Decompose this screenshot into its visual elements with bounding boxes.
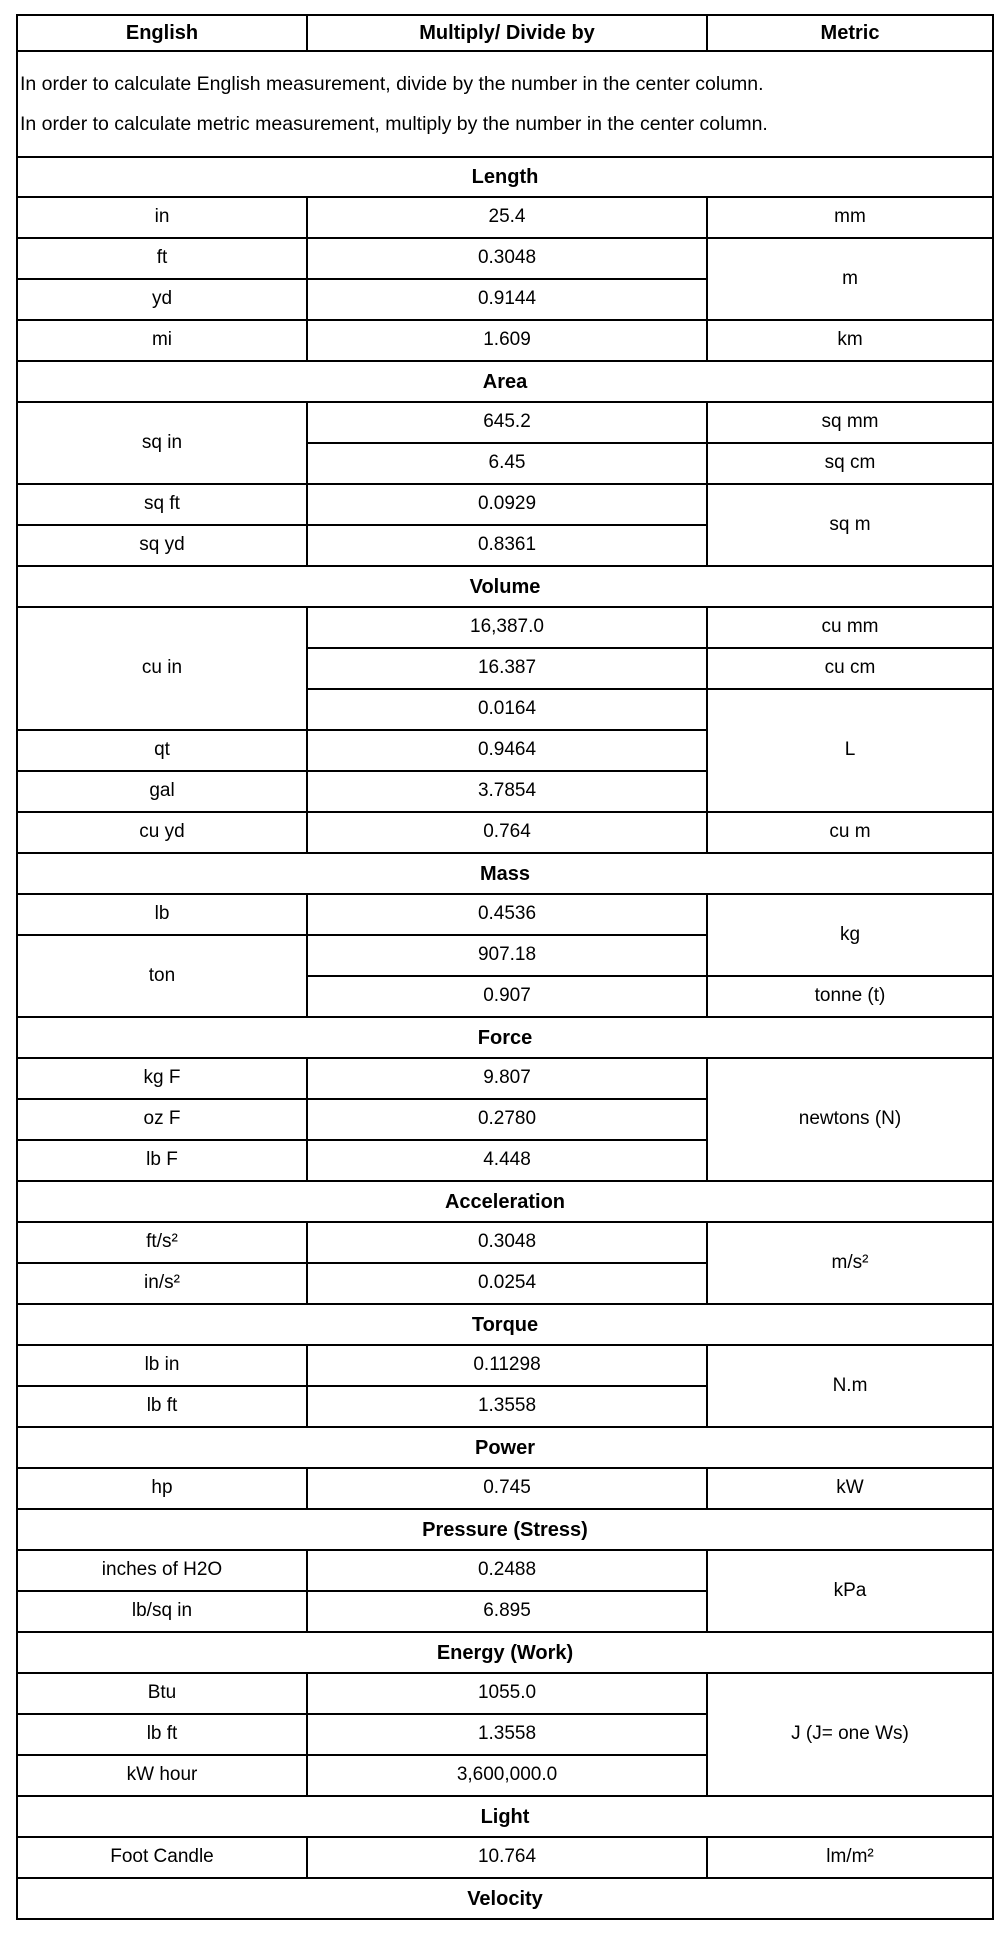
english-unit: ft/s²	[17, 1222, 307, 1263]
factor-value: 0.907	[307, 976, 707, 1017]
table-row	[17, 1468, 993, 1509]
factor-value: 3.7854	[307, 771, 707, 812]
factor-value: 1.609	[307, 320, 707, 361]
english-unit: hp	[17, 1468, 307, 1509]
english-unit: lb	[17, 894, 307, 935]
section-title-torque: Torque	[17, 1304, 993, 1345]
section-title-acceleration: Acceleration	[17, 1181, 993, 1222]
factor-value: 0.8361	[307, 525, 707, 566]
factor-value: 0.745	[307, 1468, 707, 1509]
factor-value: 25.4	[307, 197, 707, 238]
section-title-area: Area	[17, 361, 993, 402]
notes-row	[17, 51, 993, 157]
table-row	[17, 484, 993, 525]
table-row	[17, 1222, 993, 1263]
section-title-mass: Mass	[17, 853, 993, 894]
section-title-velocity: Velocity	[17, 1878, 993, 1919]
english-unit: qt	[17, 730, 307, 771]
english-unit: Btu	[17, 1673, 307, 1714]
english-unit: oz F	[17, 1099, 307, 1140]
metric-unit: m	[707, 238, 993, 320]
conversion-table-sheet	[16, 14, 992, 1920]
factor-value: 0.11298	[307, 1345, 707, 1386]
factor-value: 3,600,000.0	[307, 1755, 707, 1796]
section-row-acceleration	[17, 1181, 993, 1222]
table-row	[17, 894, 993, 935]
table-row	[17, 1837, 993, 1878]
section-title-force: Force	[17, 1017, 993, 1058]
section-row-mass	[17, 853, 993, 894]
table-row	[17, 1058, 993, 1099]
english-unit: kg F	[17, 1058, 307, 1099]
english-unit: lb ft	[17, 1386, 307, 1427]
metric-unit: sq m	[707, 484, 993, 566]
english-unit: in	[17, 197, 307, 238]
metric-unit: J (J= one Ws)	[707, 1673, 993, 1796]
factor-value: 6.45	[307, 443, 707, 484]
section-row-force	[17, 1017, 993, 1058]
header-row	[17, 15, 993, 51]
factor-value: 0.0929	[307, 484, 707, 525]
english-unit: mi	[17, 320, 307, 361]
section-title-volume: Volume	[17, 566, 993, 607]
english-unit: ft	[17, 238, 307, 279]
english-unit: lb in	[17, 1345, 307, 1386]
factor-value: 0.2780	[307, 1099, 707, 1140]
metric-unit: N.m	[707, 1345, 993, 1427]
instructions-note	[17, 51, 993, 157]
table-row	[17, 238, 993, 279]
section-title-power: Power	[17, 1427, 993, 1468]
metric-unit: kPa	[707, 1550, 993, 1632]
factor-value: 0.3048	[307, 1222, 707, 1263]
metric-unit: newtons (N)	[707, 1058, 993, 1181]
metric-unit: tonne (t)	[707, 976, 993, 1017]
english-unit: gal	[17, 771, 307, 812]
section-row-torque	[17, 1304, 993, 1345]
factor-value: 0.764	[307, 812, 707, 853]
factor-value: 0.3048	[307, 238, 707, 279]
table-row	[17, 607, 993, 648]
section-row-pressure	[17, 1509, 993, 1550]
english-unit: Foot Candle	[17, 1837, 307, 1878]
metric-unit: mm	[707, 197, 993, 238]
factor-value: 16,387.0	[307, 607, 707, 648]
english-unit: cu in	[17, 607, 307, 730]
header-multiply: Multiply/ Divide by	[307, 15, 707, 51]
conversion-table	[16, 14, 994, 1920]
factor-value: 0.9464	[307, 730, 707, 771]
metric-unit: kg	[707, 894, 993, 976]
section-row-energy	[17, 1632, 993, 1673]
section-row-velocity	[17, 1878, 993, 1919]
factor-value: 0.9144	[307, 279, 707, 320]
english-unit: in/s²	[17, 1263, 307, 1304]
table-row	[17, 812, 993, 853]
metric-unit: kW	[707, 1468, 993, 1509]
section-title-pressure: Pressure (Stress)	[17, 1509, 993, 1550]
table-row	[17, 1550, 993, 1591]
english-unit: sq ft	[17, 484, 307, 525]
factor-value: 1055.0	[307, 1673, 707, 1714]
section-row-volume	[17, 566, 993, 607]
english-unit: inches of H2O	[17, 1550, 307, 1591]
english-unit: yd	[17, 279, 307, 320]
english-unit: lb ft	[17, 1714, 307, 1755]
table-row	[17, 1673, 993, 1714]
factor-value: 0.2488	[307, 1550, 707, 1591]
english-unit: ton	[17, 935, 307, 1017]
metric-unit: lm/m²	[707, 1837, 993, 1878]
metric-unit: km	[707, 320, 993, 361]
section-row-area	[17, 361, 993, 402]
factor-value: 9.807	[307, 1058, 707, 1099]
metric-unit: m/s²	[707, 1222, 993, 1304]
metric-unit: cu m	[707, 812, 993, 853]
metric-unit: sq mm	[707, 402, 993, 443]
english-unit: kW hour	[17, 1755, 307, 1796]
english-unit: lb/sq in	[17, 1591, 307, 1632]
header-english: English	[17, 15, 307, 51]
factor-value: 645.2	[307, 402, 707, 443]
section-title-light: Light	[17, 1796, 993, 1837]
factor-value: 6.895	[307, 1591, 707, 1632]
english-unit: lb F	[17, 1140, 307, 1181]
section-row-length	[17, 157, 993, 197]
table-row	[17, 402, 993, 443]
table-row	[17, 320, 993, 361]
table-row	[17, 197, 993, 238]
section-row-light	[17, 1796, 993, 1837]
factor-value: 0.4536	[307, 894, 707, 935]
factor-value: 10.764	[307, 1837, 707, 1878]
section-row-power	[17, 1427, 993, 1468]
english-unit: cu yd	[17, 812, 307, 853]
section-title-length: Length	[17, 157, 993, 197]
metric-unit: cu mm	[707, 607, 993, 648]
english-rule-text: In order to calculate English measurement, divide by the number in the center column.	[20, 73, 764, 95]
english-unit: sq yd	[17, 525, 307, 566]
factor-value: 907.18	[307, 935, 707, 976]
factor-value: 1.3558	[307, 1714, 707, 1755]
factor-value: 0.0254	[307, 1263, 707, 1304]
table-row	[17, 1345, 993, 1386]
header-metric: Metric	[707, 15, 993, 51]
metric-unit: cu cm	[707, 648, 993, 689]
metric-unit: L	[707, 689, 993, 812]
english-unit: sq in	[17, 402, 307, 484]
factor-value: 16.387	[307, 648, 707, 689]
section-title-energy: Energy (Work)	[17, 1632, 993, 1673]
factor-value: 0.0164	[307, 689, 707, 730]
factor-value: 4.448	[307, 1140, 707, 1181]
metric-rule-text: In order to calculate metric measurement, multiply by the number in the center column.	[20, 113, 768, 135]
factor-value: 1.3558	[307, 1386, 707, 1427]
metric-unit: sq cm	[707, 443, 993, 484]
